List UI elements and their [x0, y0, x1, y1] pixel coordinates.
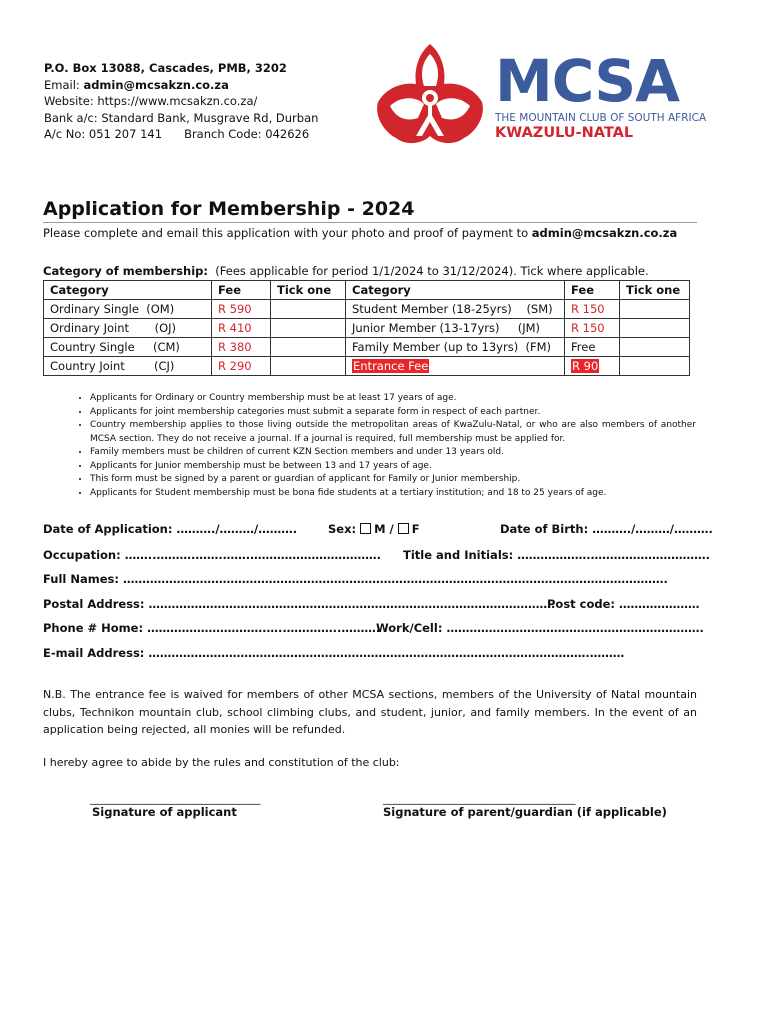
- work-cell-field[interactable]: Work/Cell: ………………………………………………………….: [376, 621, 704, 635]
- list-item: • This form must be signed by a parent or guardian of applicant for Family or Junior membership.: [90, 473, 696, 487]
- date-of-application-field[interactable]: Date of Application: ………./………/……….: [43, 522, 298, 536]
- list-item: • Applicants for joint membership categories must submit a separate form in respect of each partner.: [90, 406, 696, 420]
- col-tick: Tick one: [271, 281, 346, 300]
- list-item: • Country membership applies to those living outside the metropolitan areas of KwaZulu-Natal, or who are also members of another MCSA section. They do not receive a journal. If a journal is required, full membership must be applied for.: [90, 419, 696, 446]
- sex-female-checkbox[interactable]: [398, 523, 409, 534]
- full-names-field[interactable]: Full Names: …………………………………………………………………………………………………………………………….: [43, 572, 668, 586]
- col-fee: Fee: [565, 281, 620, 300]
- tick-box-sm[interactable]: [620, 300, 690, 319]
- list-item: • Applicants for Ordinary or Country membership must be at least 17 years of age.: [90, 392, 696, 406]
- membership-table: [43, 280, 690, 376]
- col-tick: Tick one: [620, 281, 690, 300]
- logo-name: MCSA: [495, 47, 680, 115]
- tick-box-fm[interactable]: [620, 338, 690, 357]
- bank: Bank a/c: Standard Bank, Musgrave Rd, Durban: [44, 110, 319, 125]
- table-row: Country Joint (CJ) R 290 Entrance Fee R 90: [44, 357, 690, 376]
- po-box: P.O. Box 13088, Cascades, PMB, 3202: [44, 61, 287, 75]
- post-code-field[interactable]: Post code: …………………: [547, 597, 700, 611]
- table-row: Ordinary Joint (OJ) R 410 Junior Member (13-17yrs) (JM) R 150: [44, 319, 690, 338]
- table-header-row: [44, 281, 690, 300]
- tick-box-entrance[interactable]: [620, 357, 690, 376]
- tick-box-jm[interactable]: [620, 319, 690, 338]
- club-email: admin@mcsakzn.co.za: [83, 77, 229, 92]
- applicant-signature-line[interactable]: _______________________________: [90, 792, 261, 805]
- nb-paragraph: N.B. The entrance fee is waived for members of other MCSA sections, members of the University of Natal mountain clubs, Technikon mountain club, school climbing clubs, and student, junior, and family members. In the event of an application being rejected, all monies will be refunded.: [43, 688, 697, 736]
- logo-text: [495, 47, 707, 141]
- logo-region: KWAZULU-NATAL: [495, 125, 634, 141]
- parent-signature-label: Signature of parent/guardian (if applicable): [383, 805, 667, 819]
- phone-home-field[interactable]: Phone # Home: ………………………….…..…………..……….: [43, 621, 381, 635]
- col-category: Category: [346, 281, 565, 300]
- tick-box-cj[interactable]: [271, 357, 346, 376]
- website: Website: https://www.mcsakzn.co.za/: [44, 94, 258, 108]
- sex-male-checkbox[interactable]: [360, 523, 371, 534]
- postal-address-field[interactable]: Postal Address: …………………………………………………………………………………………….: [43, 597, 556, 611]
- page-title: Application for Membership - 2024: [43, 198, 415, 220]
- address-block: [44, 60, 318, 143]
- date-of-birth-field[interactable]: Date of Birth: ………./………/……….: [500, 522, 713, 536]
- logo-subtitle: THE MOUNTAIN CLUB OF SOUTH AFRICA: [495, 112, 707, 124]
- list-item: • Family members must be children of current KZN Section members and under 13 years old.: [90, 446, 696, 460]
- occupation-field[interactable]: Occupation: ……..……….…….…….…………………………….: [43, 548, 381, 562]
- account-line: A/c No: 051 207 141 Branch Code: 042626: [44, 127, 310, 141]
- table-row: Country Single (CM) R 380 Family Member (up to 13yrs) (FM) Free: [44, 338, 690, 357]
- title-divider: [43, 222, 697, 223]
- entrance-fee-label: Entrance Fee: [353, 359, 429, 373]
- email-line: Email: admin@mcsakzn.co.za: [44, 77, 229, 92]
- col-fee: Fee: [212, 281, 271, 300]
- category-heading: Category of membership: (Fees applicable for period 1/1/2024 to 31/12/2024). Tick where applicable.: [43, 264, 649, 278]
- list-item: • Applicants for Junior membership must be between 13 and 17 years of age.: [90, 460, 696, 474]
- sex-field: Sex: M / F: [328, 522, 420, 536]
- tick-box-om[interactable]: [271, 300, 346, 319]
- agreement-text: I hereby agree to abide by the rules and constitution of the club:: [43, 756, 400, 769]
- title-initials-field[interactable]: Title and Initials: ……………….………………………….: [403, 548, 710, 562]
- intro-text: Please complete and email this application with your photo and proof of payment to admin@mcsakzn.co.za: [43, 226, 678, 240]
- entrance-fee-amount: R 90: [572, 359, 599, 373]
- tick-box-oj[interactable]: [271, 319, 346, 338]
- applicant-signature-label: Signature of applicant: [92, 805, 237, 819]
- email-address-field[interactable]: E-mail Address: …………………………………………………………………………………………………….………: [43, 646, 625, 660]
- table-row: Ordinary Single (OM) R 590 Student Member (18-25yrs) (SM) R 150: [44, 300, 690, 319]
- intro-email: admin@mcsakzn.co.za: [531, 226, 678, 240]
- col-category: Category: [44, 281, 212, 300]
- list-item: • Applicants for Student membership must be bona fide students at a tertiary institution; and 18 to 25 years of age.: [90, 487, 696, 501]
- mcsa-logo-icon: [372, 40, 488, 160]
- tick-box-cm[interactable]: [271, 338, 346, 357]
- parent-signature-line[interactable]: ___________________________________: [383, 792, 576, 805]
- notes-list: [66, 392, 696, 500]
